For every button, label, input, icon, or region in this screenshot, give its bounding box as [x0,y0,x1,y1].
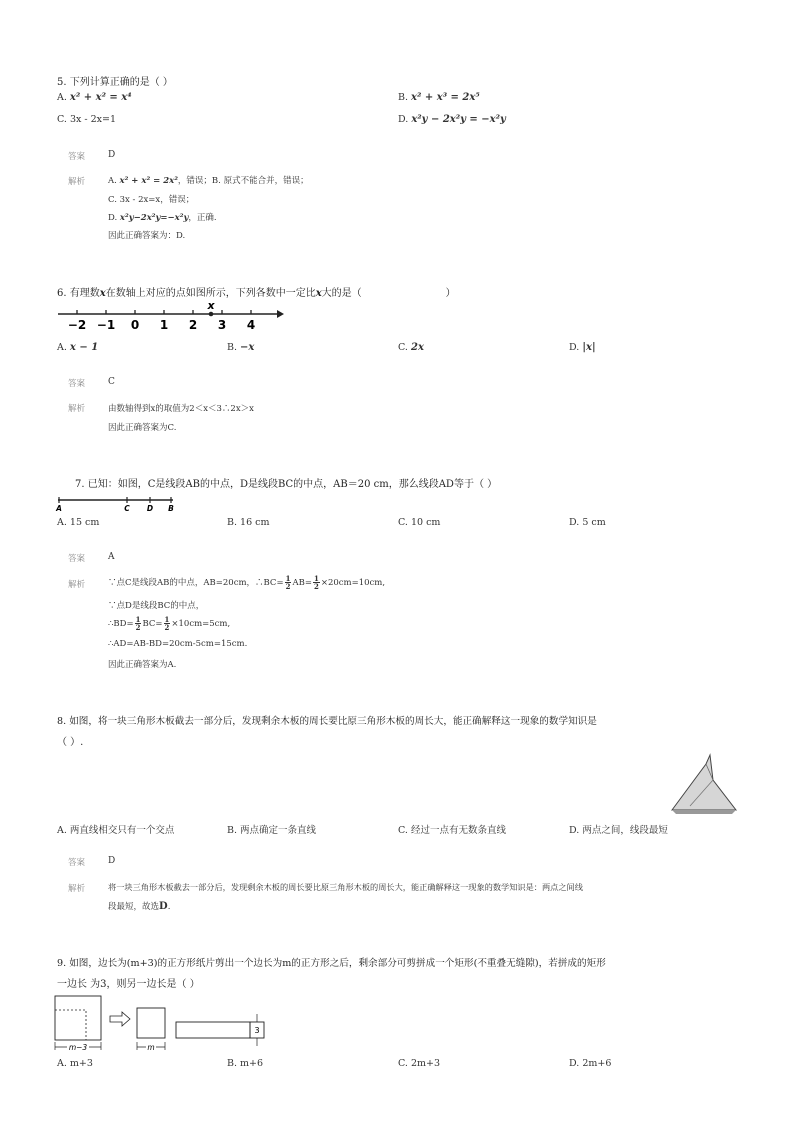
fraction-half: $\frac{1}{2}$ [164,615,170,632]
fraction-half: $\frac{1}{2}$ [313,574,319,591]
q5-option-a: A. x² + x² = x⁴ [57,92,132,103]
q6-explanation-line2: 因此正确答案为C. [108,423,177,433]
number-line-tick-label: −1 [96,318,116,332]
q9-option-b: B. m+6 [227,1058,264,1069]
q5-option-b: B. x² + x³ = 2x⁵ [398,92,480,103]
q8-answer-label: 答案 [68,858,86,868]
q5-answer: D [108,150,116,160]
small-square [137,1008,165,1038]
q5-explanation-line4: 因此正确答案为：D. [108,231,186,241]
q8-explanation-line2: 段最短，故选D. [108,901,171,912]
dim-label-m: m [147,1043,155,1052]
q9-option-c: C. 2m+3 [398,1058,441,1069]
number-line-tick-label: 0 [130,318,140,332]
fraction-half: $\frac{1}{2}$ [285,574,291,591]
q6-option-d: D. |x| [569,342,596,353]
q5-option-c: C. 3x - 2x=1 [57,114,117,125]
transform-arrow-icon [110,1012,130,1026]
q7-explanation-line2: ∵点D是线段BC的中点， [108,601,205,611]
segment-point-label: A [56,504,62,513]
q8-answer: D [108,856,116,866]
q8-stem-line1: 8. 如图，将一块三角形木板截去一部分后，发现剩余木板的周长要比原三角形木板的周长大，能正确解释这一现象的数学知识是 [57,716,597,727]
fraction-half: $\frac{1}{2}$ [135,615,141,632]
q8-explanation-label: 解析 [68,884,86,894]
q9-option-d: D. 2m+6 [569,1058,612,1069]
q6-option-a: A. x − 1 [57,342,99,353]
q8-option-c: C. 经过一点有无数条直线 [398,825,506,836]
q7-explanation-line4: ∴AD=AB-BD=20cm-5cm=15cm. [108,639,248,649]
q7-stem: 7. 已知：如图，C是线段AB的中点，D是线段BC的中点，AB＝20 cm，那么线段AD等于（ ） [75,479,498,490]
number-line-point-label: x [207,299,215,312]
q8-stem-line2: （ ）. [57,737,84,748]
segment-point-label: C [124,504,130,513]
number-line-tick-label: −2 [67,318,87,332]
q7-explanation-line3: ∴BD= $\frac{1}{2}$ BC= $\frac{1}{2}$ ×10cm=5cm, [108,615,231,632]
q5-explanation-line1: A. x² + x² = 2x²，错误；B. 原式不能合并，错误； [108,176,309,186]
q9-stem-line2: 一边长 为3，则另一边长是（ ） [57,979,200,990]
triangle-board [672,755,736,810]
q5-explanation-line3: D. x²y−2x²y=−x²y，正确. [108,213,217,223]
q5-option-d: D. x²y − 2x²y = −x²y [398,114,506,125]
cut-triangle-figure [670,750,740,816]
number-line-arrow [277,310,284,318]
q6-option-b: B. −x [227,342,255,353]
q5-answer-label: 答案 [68,152,86,162]
segment-point-label: B [168,504,174,513]
number-line-tick-label: 1 [159,318,169,332]
q8-option-d: D. 两点之间，线段最短 [569,825,668,836]
q6-explanation-line1: 由数轴得到x的取值为2＜x＜3∴2x＞x [108,404,254,414]
q7-option-b: B. 16 cm [227,517,270,528]
number-line-figure [55,298,285,334]
q8-option-b: B. 两点确定一条直线 [227,825,317,836]
q6-stem: 6. 有理数x在数轴上对应的点如图所示，下列各数中一定比x大的是（ ） [57,288,456,299]
q7-option-c: C. 10 cm [398,517,441,528]
number-line-tick-label: 4 [246,318,256,332]
q7-explanation-line5: 因此正确答案为A. [108,660,177,670]
q5-explanation-label: 解析 [68,177,86,187]
q8-option-a: A. 两直线相交只有一个交点 [57,825,175,836]
dim-label-m-minus-3: m−3 [68,1043,88,1052]
inner-square-dashed [55,1010,86,1040]
q9-stem-line1: 9. 如图，边长为(m+3)的正方形纸片剪出一个边长为m的正方形之后，剩余部分可剪拼成一个矩形(不重叠无缝隙)，若拼成的矩形 [57,958,606,969]
square-cut-figure [50,992,280,1056]
q5-explanation-line2: C. 3x - 2x=x，错误； [108,195,195,205]
number-line-tick-label: 2 [188,318,198,332]
q7-explanation-label: 解析 [68,580,86,590]
segment-point-label: D [146,504,154,513]
q7-option-d: D. 5 cm [569,517,606,528]
q7-answer: A [108,552,115,562]
long-rectangle [176,1022,250,1038]
q8-explanation-line1: 将一块三角形木板截去一部分后，发现剩余木板的周长要比原三角形木板的周长大，能正确解释这一现象的数学知识是：两点之间线 [108,882,583,892]
q7-explanation-line1: ∵点C是线段AB的中点，AB=20cm，∴BC= $\frac{1}{2}$ AB= $\frac{1}{2}$ ×20cm=10cm, [108,574,386,591]
q7-option-a: A. 15 cm [57,517,100,528]
q7-answer-label: 答案 [68,554,86,564]
triangle-shadow [672,810,736,814]
q9-option-a: A. m+3 [57,1058,93,1069]
big-square [55,996,101,1040]
number-line-point-x [209,312,214,317]
q6-answer-label: 答案 [68,379,86,389]
dim-label-3: 3 [254,1026,260,1035]
q6-explanation-label: 解析 [68,404,86,414]
q6-option-c: C. 2x [398,342,424,353]
number-line-tick-label: 3 [217,318,227,332]
segment-figure [55,496,180,514]
q5-stem: 5. 下列计算正确的是（ ） [57,77,173,88]
q6-answer: C [108,377,115,387]
